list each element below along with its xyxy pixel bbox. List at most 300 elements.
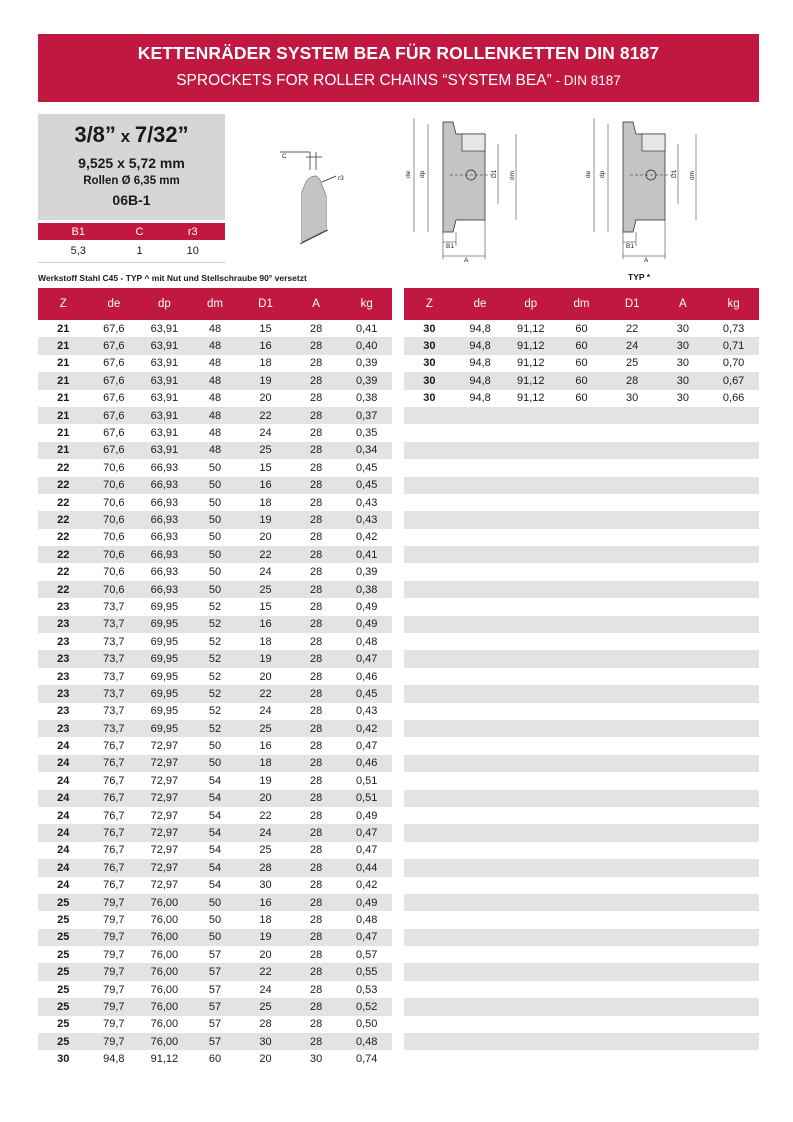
table-cell	[658, 755, 709, 772]
table-cell: 63,91	[139, 442, 190, 459]
table-cell	[607, 511, 658, 528]
table-cell: 76,00	[139, 929, 190, 946]
table-cell	[556, 511, 607, 528]
table-cell	[505, 598, 556, 615]
table-cell: 0,41	[341, 546, 392, 563]
table-row	[38, 407, 392, 424]
table-row	[404, 894, 759, 911]
table-cell	[404, 1033, 455, 1050]
table-cell	[556, 877, 607, 894]
table-cell: 76,7	[89, 790, 140, 807]
table-cell: 24	[57, 774, 70, 787]
table-row	[38, 459, 392, 476]
table-row	[38, 998, 392, 1015]
table-cell	[556, 459, 607, 476]
table-cell: 50	[190, 511, 241, 528]
table-cell	[455, 842, 506, 859]
header-title-en-suffix: - DIN 8187	[551, 73, 621, 88]
table-row	[404, 911, 759, 928]
table-cell: 91,12	[516, 392, 545, 405]
table-row	[38, 807, 392, 824]
table-row	[404, 720, 759, 737]
table-cell: 25	[57, 913, 70, 926]
table-cell: 0,45	[341, 685, 392, 702]
table-cell: 76,7	[89, 859, 140, 876]
table-row	[404, 529, 759, 546]
table-cell: 23	[57, 635, 70, 648]
label-c: C	[282, 153, 287, 160]
table-cell: 63,91	[150, 392, 179, 405]
table-cell: 30	[423, 392, 436, 405]
column-header: kg	[341, 288, 392, 320]
table-cell	[404, 424, 455, 441]
table-cell: 66,93	[139, 546, 190, 563]
table-row	[38, 442, 392, 459]
table-cell: 48	[208, 427, 222, 440]
table-cell: 76,7	[103, 809, 125, 822]
dims-header: C	[119, 223, 161, 240]
table-cell: 24	[259, 427, 272, 440]
column-header: A	[658, 288, 709, 320]
table-cell	[708, 946, 759, 963]
table-cell	[505, 755, 556, 772]
table-cell	[404, 1016, 455, 1033]
table-cell: 28	[291, 442, 342, 459]
table-cell: 52	[190, 685, 241, 702]
table-cell	[455, 424, 506, 441]
table-cell: 94,8	[455, 372, 506, 389]
table-cell: 15	[259, 600, 272, 613]
table-cell	[505, 407, 556, 424]
table-cell: 0,66	[722, 392, 745, 405]
table-cell	[404, 842, 455, 859]
table-cell: 22	[240, 685, 291, 702]
table-cell: 20	[240, 790, 291, 807]
table-cell: 76,7	[103, 774, 125, 787]
sprocket-type-groove-diagram	[398, 114, 528, 264]
table-cell: 28	[309, 705, 323, 718]
label-d1: D1	[491, 169, 498, 178]
table-cell: 69,95	[139, 685, 190, 702]
table-cell	[607, 424, 658, 441]
table-cell: 19	[259, 774, 272, 787]
table-cell	[607, 929, 658, 946]
table-cell	[404, 720, 455, 737]
table-cell	[708, 998, 759, 1015]
table-cell: 24	[259, 566, 272, 579]
table-cell	[556, 633, 607, 650]
table-cell	[404, 563, 455, 580]
table-cell: 28	[291, 859, 342, 876]
table-cell: 28	[309, 600, 323, 613]
table-cell: 48	[190, 337, 241, 354]
table-cell	[607, 668, 658, 685]
table-cell: 50	[190, 546, 241, 563]
table-cell: 50	[208, 913, 222, 926]
table-cell	[404, 459, 455, 476]
table-cell	[404, 998, 455, 1015]
table-cell: 60	[208, 1053, 222, 1066]
table-cell: 22	[626, 322, 639, 335]
table-cell	[505, 807, 556, 824]
table-row	[38, 911, 392, 928]
table-cell	[404, 807, 455, 824]
table-cell	[556, 824, 607, 841]
table-cell	[658, 407, 709, 424]
table-row	[38, 720, 392, 737]
pitch-x: x	[115, 127, 135, 146]
header-title-de: KETTENRÄDER SYSTEM BEA FÜR ROLLENKETTEN DIN 8187	[137, 43, 660, 63]
table-cell: 28	[309, 461, 323, 474]
table-cell	[404, 946, 455, 963]
table-cell	[556, 981, 607, 998]
table-cell	[455, 703, 506, 720]
table-cell	[556, 720, 607, 737]
table-cell	[708, 859, 759, 876]
table-cell	[404, 790, 455, 807]
table-row	[404, 929, 759, 946]
table-cell: 28	[291, 546, 342, 563]
tooth-dimensions-table	[38, 223, 225, 263]
column-header: dp	[139, 288, 190, 320]
table-row	[404, 355, 759, 372]
table-cell	[556, 859, 607, 876]
table-cell: 73,7	[103, 670, 125, 683]
table-cell: 0,70	[722, 357, 745, 370]
table-cell	[455, 807, 506, 824]
table-cell: 0,39	[355, 566, 378, 579]
table-cell: 23	[57, 670, 70, 683]
table-cell: 72,97	[139, 755, 190, 772]
table-cell	[708, 929, 759, 946]
table-cell: 0,43	[341, 511, 392, 528]
table-cell	[404, 981, 455, 998]
table-cell	[708, 650, 759, 667]
table-cell	[607, 790, 658, 807]
table-cell: 91,12	[150, 1053, 179, 1066]
table-cell: 94,8	[455, 337, 506, 354]
table-cell: 66,93	[150, 566, 179, 579]
table-cell	[607, 807, 658, 824]
table-row	[404, 1016, 759, 1033]
table-cell: 16	[240, 894, 291, 911]
table-cell	[607, 633, 658, 650]
table-cell	[505, 546, 556, 563]
table-cell: 52	[190, 616, 241, 633]
sprocket-table-left	[38, 288, 392, 1068]
table-cell: 0,42	[341, 720, 392, 737]
table-cell	[404, 407, 455, 424]
table-cell: 0,47	[341, 824, 392, 841]
column-header: kg	[708, 288, 759, 320]
table-row	[404, 633, 759, 650]
table-cell: 76,00	[139, 963, 190, 980]
table-cell	[505, 1033, 556, 1050]
table-cell	[505, 685, 556, 702]
table-cell	[404, 511, 455, 528]
table-cell: 0,55	[341, 963, 392, 980]
table-row	[38, 703, 392, 720]
table-cell	[658, 981, 709, 998]
table-cell: 57	[208, 948, 222, 961]
table-row	[404, 842, 759, 859]
table-cell: 50	[208, 740, 222, 753]
table-row	[38, 390, 392, 407]
table-cell	[404, 477, 455, 494]
table-cell: 28	[291, 372, 342, 389]
table-cell: 57	[190, 1033, 241, 1050]
table-cell	[658, 581, 709, 598]
table-row	[38, 929, 392, 946]
table-cell	[658, 563, 709, 580]
table-cell	[455, 946, 506, 963]
table-cell	[455, 633, 506, 650]
table-cell: 24	[607, 337, 658, 354]
table-cell	[607, 1016, 658, 1033]
label-b1: B1	[626, 243, 634, 250]
table-cell	[556, 929, 607, 946]
table-cell: 76,7	[103, 879, 125, 892]
table-cell: 18	[259, 496, 272, 509]
table-row	[38, 790, 392, 807]
table-row	[404, 824, 759, 841]
table-cell	[658, 894, 709, 911]
label-dm: dm	[509, 170, 516, 180]
table-cell	[505, 477, 556, 494]
table-cell: 79,7	[103, 1018, 125, 1031]
table-cell	[556, 529, 607, 546]
table-cell	[404, 703, 455, 720]
table-cell: 18	[259, 357, 272, 370]
table-cell	[505, 650, 556, 667]
table-row	[404, 737, 759, 754]
table-cell: 72,97	[150, 774, 179, 787]
table-cell	[404, 824, 455, 841]
table-cell	[505, 998, 556, 1015]
table-cell: 0,49	[341, 616, 392, 633]
table-cell: 72,97	[139, 859, 190, 876]
table-cell: 0,57	[355, 948, 378, 961]
table-cell: 67,6	[89, 442, 140, 459]
table-cell: 0,42	[355, 879, 378, 892]
table-row	[38, 946, 392, 963]
table-row	[38, 963, 392, 980]
table-cell	[658, 703, 709, 720]
dims-header: r3	[160, 223, 225, 240]
table-cell	[607, 842, 658, 859]
table-cell	[505, 1016, 556, 1033]
table-row	[38, 737, 392, 754]
table-cell	[505, 790, 556, 807]
table-cell: 0,46	[341, 755, 392, 772]
table-cell: 66,93	[139, 581, 190, 598]
table-cell: 19	[240, 929, 291, 946]
table-cell: 70,6	[89, 511, 140, 528]
table-cell: 0,45	[341, 477, 392, 494]
table-row	[38, 1050, 392, 1067]
table-cell	[455, 981, 506, 998]
table-cell	[455, 929, 506, 946]
table-cell	[708, 981, 759, 998]
table-cell: 54	[190, 824, 241, 841]
table-cell: 48	[190, 372, 241, 389]
table-cell: 76,00	[139, 998, 190, 1015]
table-cell: 18	[240, 755, 291, 772]
table-cell: 72,97	[139, 790, 190, 807]
table-cell	[607, 720, 658, 737]
table-row	[404, 581, 759, 598]
table-cell	[708, 963, 759, 980]
table-row	[404, 442, 759, 459]
table-cell: 22	[38, 546, 89, 563]
table-cell: 72,97	[150, 740, 179, 753]
table-cell: 30	[309, 1053, 323, 1066]
table-cell	[658, 790, 709, 807]
table-cell	[556, 494, 607, 511]
table-cell: 69,95	[150, 635, 179, 648]
table-cell: 91,12	[505, 372, 556, 389]
table-cell	[455, 477, 506, 494]
table-row	[404, 390, 759, 407]
table-cell	[607, 685, 658, 702]
table-cell	[556, 546, 607, 563]
table-cell	[607, 703, 658, 720]
table-cell: 28	[291, 616, 342, 633]
table-cell	[658, 877, 709, 894]
table-cell: 25	[57, 1018, 70, 1031]
table-cell: 0,35	[355, 427, 378, 440]
table-cell: 28	[607, 372, 658, 389]
table-cell	[404, 859, 455, 876]
table-cell: 21	[38, 407, 89, 424]
table-cell: 70,6	[103, 531, 125, 544]
table-cell: 28	[309, 774, 323, 787]
table-cell: 79,7	[103, 983, 125, 996]
table-row	[38, 1016, 392, 1033]
table-cell: 60	[556, 372, 607, 389]
table-cell: 22	[38, 581, 89, 598]
table-cell	[658, 424, 709, 441]
table-cell: 0,49	[341, 894, 392, 911]
label-dp: dp	[419, 170, 426, 178]
table-cell	[658, 737, 709, 754]
table-cell	[708, 755, 759, 772]
table-cell: 24	[57, 740, 70, 753]
table-cell: 63,91	[150, 322, 179, 335]
table-cell	[607, 546, 658, 563]
table-cell: 22	[259, 809, 272, 822]
table-cell: 0,47	[341, 650, 392, 667]
table-row	[404, 320, 759, 337]
chain-pitch	[38, 122, 225, 148]
table-cell: 72,97	[150, 809, 179, 822]
table-row	[38, 337, 392, 354]
table-cell	[658, 807, 709, 824]
table-cell	[607, 407, 658, 424]
table-cell	[607, 772, 658, 789]
table-cell: 52	[208, 705, 222, 718]
table-cell	[455, 494, 506, 511]
table-cell: 25	[57, 948, 70, 961]
table-cell	[505, 529, 556, 546]
table-cell: 22	[240, 407, 291, 424]
table-cell	[455, 563, 506, 580]
table-cell	[556, 946, 607, 963]
column-header: de	[455, 288, 506, 320]
table-cell: 67,6	[103, 392, 125, 405]
table-cell	[404, 963, 455, 980]
label-r3: r3	[338, 175, 344, 182]
table-cell: 79,7	[89, 963, 140, 980]
table-cell: 67,6	[89, 407, 140, 424]
table-row	[38, 424, 392, 441]
table-cell: 25	[38, 929, 89, 946]
table-cell	[505, 963, 556, 980]
table-cell	[708, 790, 759, 807]
table-cell: 63,91	[139, 337, 190, 354]
table-cell: 28	[309, 844, 323, 857]
dims-header-row	[38, 223, 225, 240]
table-cell: 0,40	[341, 337, 392, 354]
material-note: Werkstoff Stahl C45 - TYP ^ mit Nut und Stellschraube 90° versetzt	[38, 273, 307, 283]
table-cell: 79,7	[89, 894, 140, 911]
table-cell: 76,00	[139, 894, 190, 911]
table-row	[404, 1033, 759, 1050]
table-cell	[556, 668, 607, 685]
table-cell	[708, 685, 759, 702]
table-cell: 48	[190, 442, 241, 459]
table-cell	[455, 685, 506, 702]
table-cell: 50	[190, 755, 241, 772]
table-cell	[607, 981, 658, 998]
table-cell: 50	[208, 461, 222, 474]
table-cell: 63,91	[139, 407, 190, 424]
column-header: Z	[38, 288, 89, 320]
table-cell: 28	[291, 824, 342, 841]
table-cell: 50	[190, 581, 241, 598]
table-cell: 48	[190, 407, 241, 424]
table-cell	[708, 911, 759, 928]
table-cell: 72,97	[150, 844, 179, 857]
table-cell: 25	[240, 581, 291, 598]
table-cell	[658, 477, 709, 494]
table-cell	[607, 737, 658, 754]
table-cell: 22	[38, 477, 89, 494]
table-cell: 0,49	[355, 600, 378, 613]
label-d1: D1	[671, 169, 678, 178]
table-cell: 22	[57, 496, 70, 509]
table-row	[404, 650, 759, 667]
table-cell	[505, 668, 556, 685]
table-cell	[658, 442, 709, 459]
column-header: Z	[404, 288, 455, 320]
table-cell: 28	[291, 720, 342, 737]
table-cell: 70,6	[103, 566, 125, 579]
table-cell	[556, 1033, 607, 1050]
table-cell	[505, 772, 556, 789]
table-cell	[658, 963, 709, 980]
table-row	[404, 563, 759, 580]
table-cell	[455, 877, 506, 894]
table-cell	[658, 911, 709, 928]
table-cell: 28	[291, 1033, 342, 1050]
table-cell	[658, 929, 709, 946]
table-cell: 69,95	[139, 720, 190, 737]
table-cell: 70,6	[103, 496, 125, 509]
table-cell: 25	[57, 983, 70, 996]
table-cell: 60	[575, 357, 588, 370]
table-cell: 24	[57, 844, 70, 857]
